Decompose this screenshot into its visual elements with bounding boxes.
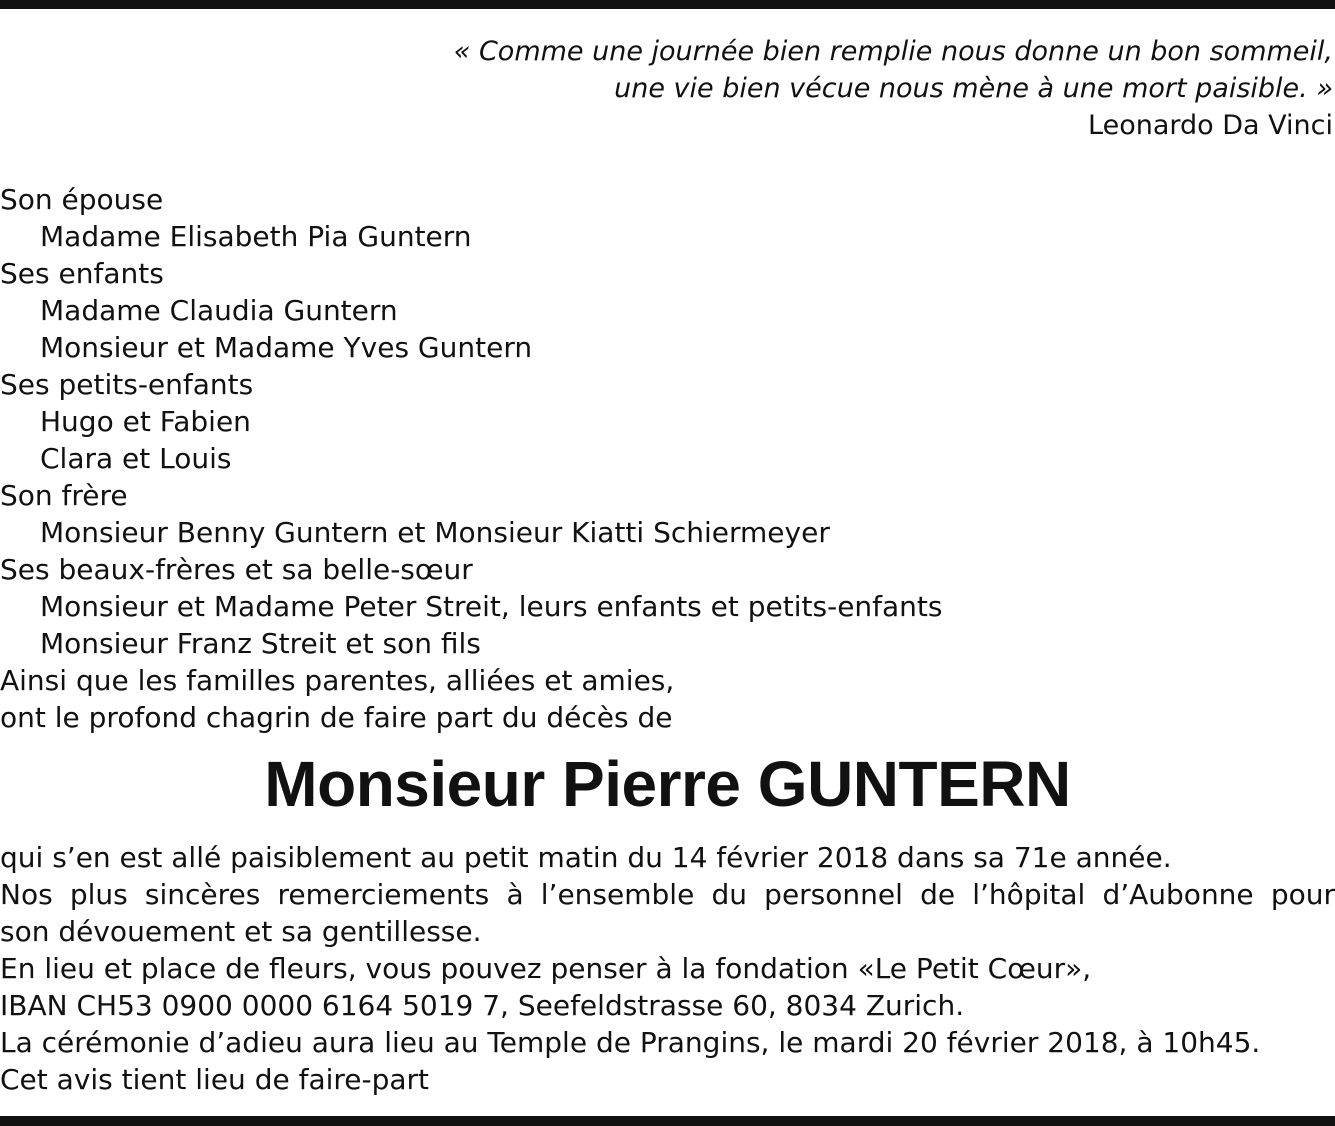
thanks-line-1: Nos plus sincères remerciements à l’ensemble du personnel de l’hôpital d’Aubonne pour [0, 878, 1335, 911]
top-border-rule [0, 0, 1335, 9]
family-line: Monsieur et Madame Yves Guntern [40, 331, 533, 364]
family-line: Ses enfants [0, 257, 164, 290]
epigraph-quote [454, 33, 1333, 144]
family-line: Monsieur et Madame Peter Streit, leurs enfants et petits-enfants [40, 590, 943, 623]
family-line: Ses beaux-frères et sa belle-sœur [0, 553, 473, 586]
ceremony-info: La cérémonie d’adieu aura lieu au Temple de Prangins, le mardi 20 février 2018, à 10h45. [0, 1026, 1261, 1059]
family-line: Son frère [0, 479, 128, 512]
family-line: Ses petits-enfants [0, 368, 254, 401]
family-line: Monsieur Benny Guntern et Monsieur Kiatti Schiermeyer [40, 516, 830, 549]
family-line: Ainsi que les familles parentes, alliées et amies, [0, 664, 675, 697]
donation-line-1: En lieu et place de fleurs, vous pouvez penser à la fondation «Le Petit Cœur», [0, 952, 1092, 985]
thanks-line-2: son dévouement et sa gentillesse. [0, 915, 482, 948]
quote-author: Leonardo Da Vinci [1088, 110, 1333, 141]
quote-line-2: une vie bien vécue nous mène à une mort paisible. » [614, 73, 1333, 104]
donation-line-2: IBAN CH53 0900 0000 6164 5019 7, Seefeldstrasse 60, 8034 Zurich. [0, 989, 965, 1022]
family-line: Madame Claudia Guntern [40, 294, 398, 327]
deceased-name: Monsieur Pierre GUNTERN [264, 748, 1071, 820]
notice-statement: Cet avis tient lieu de faire-part [0, 1063, 430, 1096]
family-line: Monsieur Franz Streit et son fils [40, 627, 481, 660]
family-line: Son épouse [0, 183, 164, 216]
family-line: ont le profond chagrin de faire part du décès de [0, 701, 673, 734]
bottom-border-rule [0, 1116, 1335, 1126]
family-line: Madame Elisabeth Pia Guntern [40, 220, 472, 253]
family-line: Hugo et Fabien [40, 405, 251, 438]
notice-details [0, 839, 1335, 1098]
quote-line-1: « Comme une journée bien remplie nous donne un bon sommeil, [453, 36, 1333, 67]
passing-statement: qui s’en est allé paisiblement au petit matin du 14 février 2018 dans sa 71e année. [0, 841, 1172, 874]
family-line: Clara et Louis [40, 442, 232, 475]
family-list [0, 181, 943, 736]
